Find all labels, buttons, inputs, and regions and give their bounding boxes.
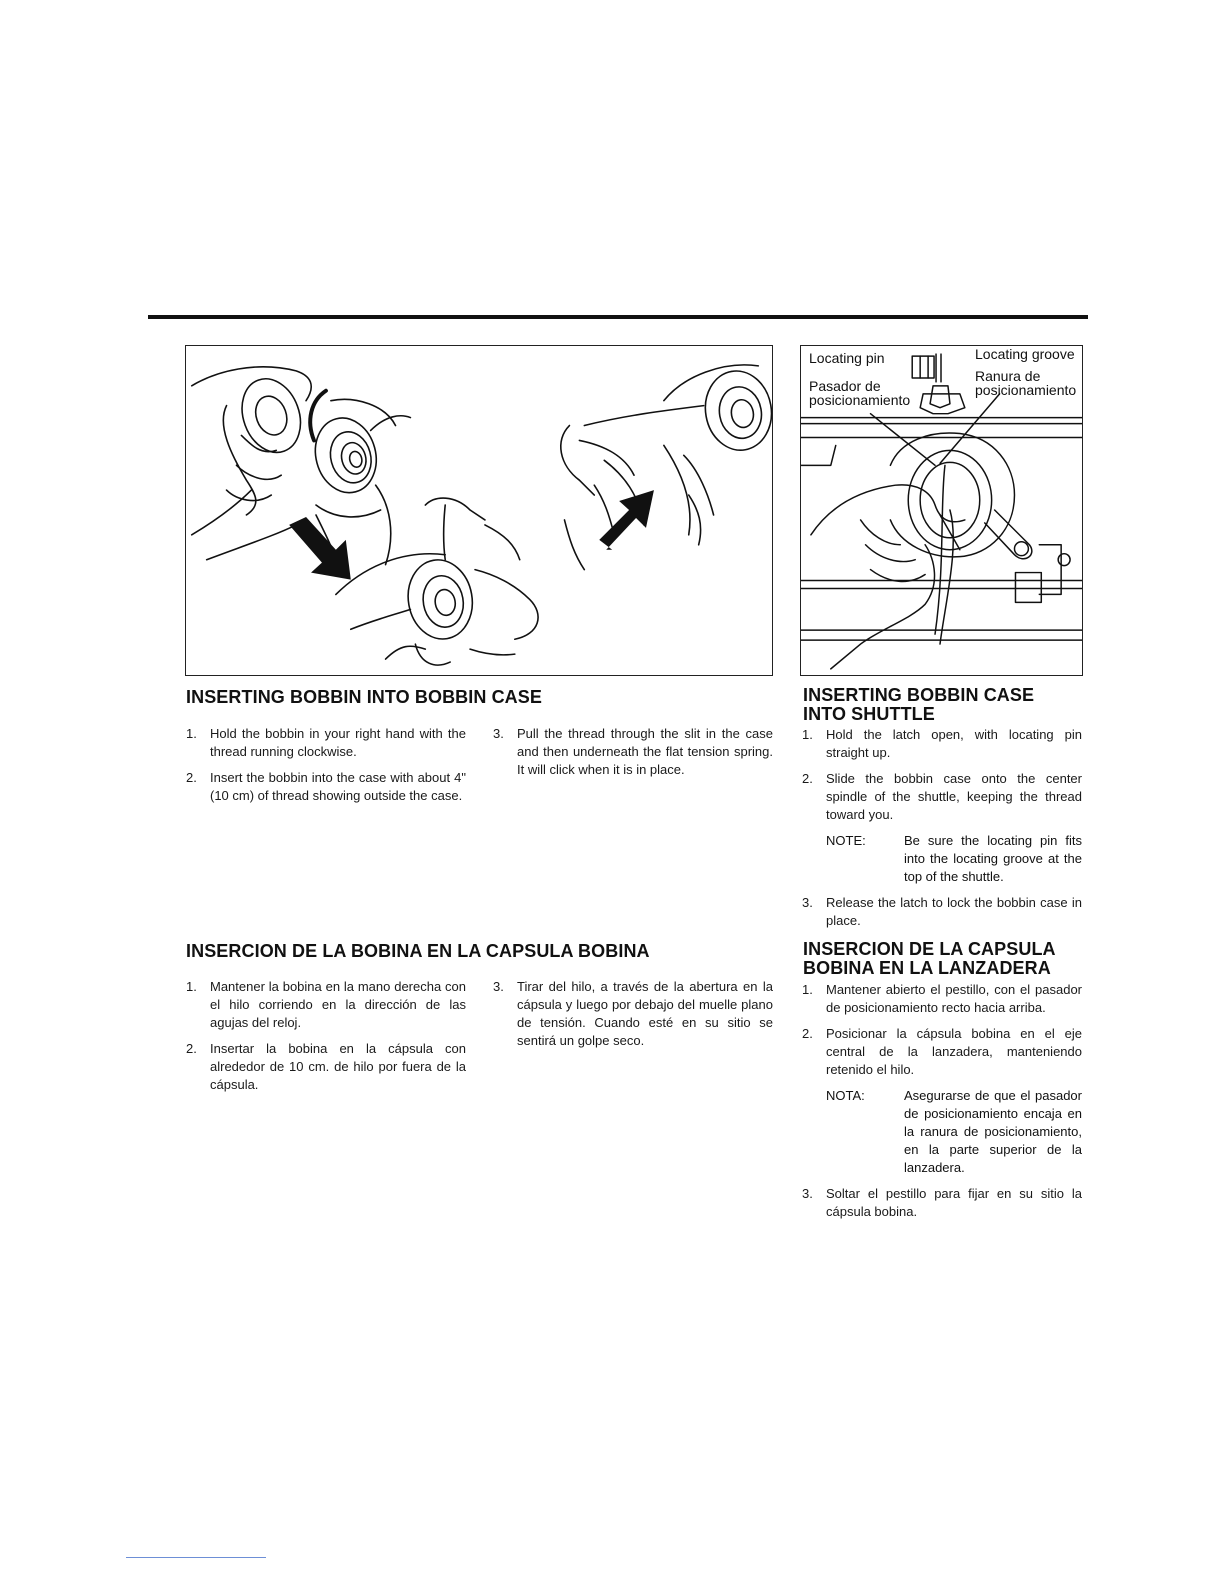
label-ranura-de: Ranura de — [975, 368, 1041, 384]
list-item: 1. Hold the bobbin in your right hand with the thread running clockwise. — [186, 726, 466, 759]
note-es: NOTA: Asegurarse de que el pasador de posicionamiento encaja en la ranura de posicionamiento, en la parte superior de la lanzadera. — [826, 1088, 1082, 1175]
heading-insercion-bobina: INSERCION DE LA BOBINA EN LA CAPSULA BOBINA — [186, 941, 650, 961]
label-pasador-de: Pasador de — [809, 378, 881, 394]
label-locating-groove: Locating groove — [975, 346, 1075, 362]
bobbin-insertion-illustration — [185, 345, 773, 676]
label-posicionamiento-left: posicionamiento — [809, 392, 911, 408]
steps-en-left-col1 — [186, 725, 466, 813]
list-item: 1. Hold the latch open, with locating pin straight up. — [802, 727, 1082, 760]
list-item: 2. Insertar la bobina en la cápsula con alrededor de 10 cm. de hilo por fuera de la cápsula. — [186, 1041, 466, 1092]
list-item: 2. Posicionar la cápsula bobina en el eje central de la lanzadera, manteniendo retenido el hilo. — [802, 1026, 1082, 1077]
list-item: 3. Soltar el pestillo para fijar en su sitio la cápsula bobina. — [802, 1186, 1082, 1219]
header-rule — [148, 315, 1088, 319]
steps-en-left-col2 — [493, 725, 773, 787]
steps-es-left-col1 — [186, 978, 466, 1102]
bobbin-steps-drawing — [186, 346, 772, 675]
heading-inserting-bobbin-into-case: INSERTING BOBBIN INTO BOBBIN CASE — [186, 687, 542, 707]
list-item: 3. Release the latch to lock the bobbin case in place. — [802, 895, 1082, 928]
shuttle-insertion-illustration — [800, 345, 1083, 676]
footer-link-underline — [126, 1557, 266, 1558]
list-item: 1. Mantener la bobina en la mano derecha con el hilo corriendo en la dirección de las agujas del reloj. — [186, 979, 466, 1030]
note-en: NOTE: Be sure the locating pin fits into the locating groove at the top of the shuttle. — [826, 833, 1082, 884]
list-item: 3. Pull the thread through the slit in the case and then underneath the flat tension spring. It will click when it is in place. — [493, 726, 773, 777]
steps-es-left-col2 — [493, 978, 773, 1058]
list-item: 1. Mantener abierto el pestillo, con el pasador de posicionamiento recto hacia arriba. — [802, 982, 1082, 1015]
heading-inserting-bobbin-case-into-shuttle: INSERTING BOBBIN CASE INTO SHUTTLE — [803, 685, 1035, 724]
label-posicionamiento-right: posicionamiento — [975, 382, 1077, 398]
label-locating-pin: Locating pin — [809, 350, 885, 366]
steps-es-right — [802, 981, 1082, 1229]
steps-en-right — [802, 726, 1082, 938]
heading-insercion-capsula: INSERCION DE LA CAPSULA BOBINA EN LA LANZADERA — [803, 939, 1056, 978]
list-item: 3. Tirar del hilo, a través de la abertura en la cápsula y luego por debajo del muelle plano de tensión. Cuando esté en su sitio se sentirá un golpe seco. — [493, 979, 773, 1048]
list-item: 2. Slide the bobbin case onto the center spindle of the shuttle, keeping the thread toward you. — [802, 771, 1082, 822]
list-item: 2. Insert the bobbin into the case with about 4" (10 cm) of thread showing outside the case. — [186, 770, 466, 803]
